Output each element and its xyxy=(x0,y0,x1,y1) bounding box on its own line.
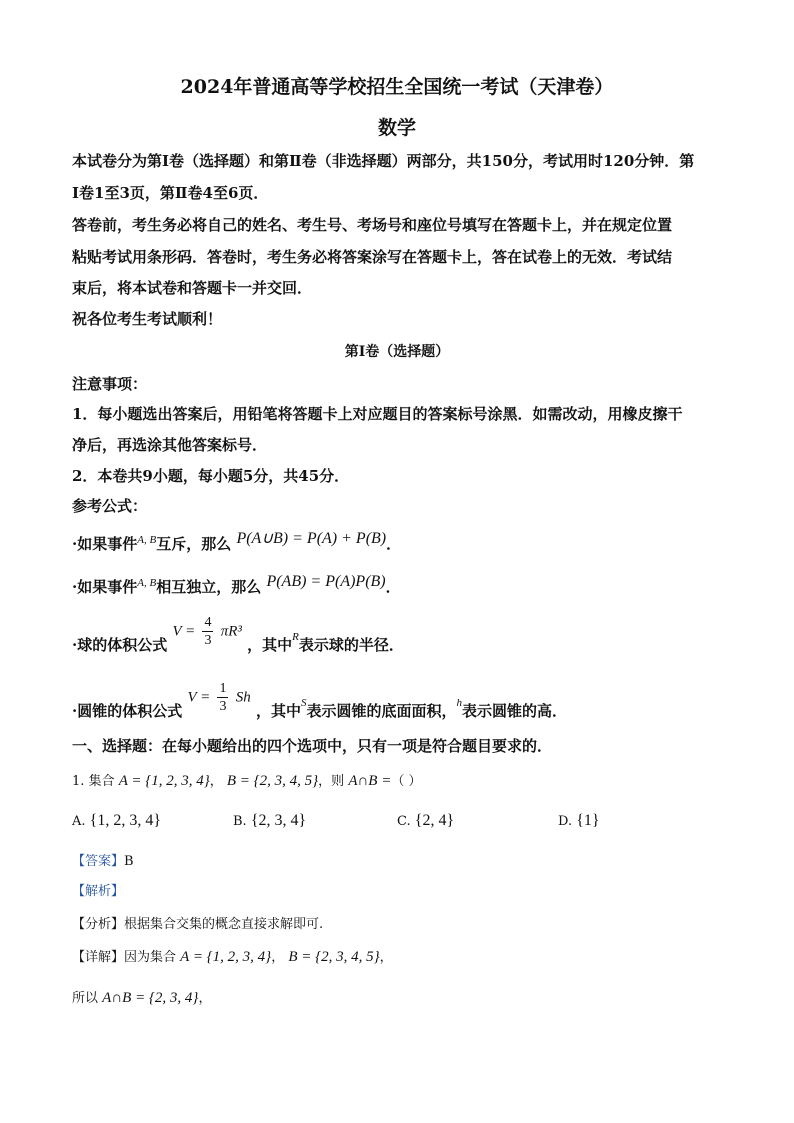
conclusion-line: 所以 A∩B = {2, 3, 4}， xyxy=(72,990,212,1006)
formula-sphere-volume: ·球的体积公式 V = $\frac{4}{3}$ πR³ ，其中$^R$表示球的半径． xyxy=(72,615,404,654)
formula-cone-volume: ·圆锥的体积公式 V = $\frac{1}{3}$ Sh ，其中$^S$表示圆锥的底面面积，$^h$表示圆锥的高． xyxy=(72,681,567,720)
xiangjie-line: 【详解】因为集合 A = {1, 2, 3, 4}， B = {2, 3, 4, 5}， xyxy=(72,949,393,965)
question-1-stem: 1. 集合 A = {1, 2, 3, 4}， B = {2, 3, 4, 5}，则 A∩B =（ ） xyxy=(72,773,422,789)
answer-value: B xyxy=(124,854,134,869)
part-heading: 一、选择题：在每小题给出的四个选项中，只有一项是符合题目要求的． xyxy=(72,737,553,755)
note-item: 1．每小题选出答案后，用铅笔将答题卡上对应题目的答案标号涂黑．如需改动，用橡皮擦干 xyxy=(72,405,683,423)
intro-line: 束后，将本试卷和答题卡一并交回． xyxy=(72,279,313,297)
subject-title: 数学 xyxy=(377,117,416,139)
analysis-tag: 【解析】 xyxy=(72,884,125,899)
answer-tag: 【答案】 xyxy=(72,854,125,869)
section-heading: 第Ⅰ卷（选择题） xyxy=(344,344,450,360)
formulas-label: 参考公式： xyxy=(72,497,148,515)
note-item: 净后，再选涂其他答案标号． xyxy=(72,436,268,454)
intro-line: 本试卷分为第Ⅰ卷（选择题）和第Ⅱ卷（非选择题）两部分，共150分，考试用时120分钟．第 xyxy=(72,152,695,170)
note-item: 2．本卷共9小题，每小题5分，共45分． xyxy=(72,467,350,485)
formula-exclusive: ·如果事件$^{A, B}$互斥，那么 P(A∪B) = P(A) + P(B)． xyxy=(72,530,402,553)
answer-line xyxy=(72,850,134,869)
notes-label: 注意事项： xyxy=(72,375,148,393)
intro-line: 祝各位考生考试顺利！ xyxy=(72,310,223,328)
intro-line: 答卷前，考生务必将自己的姓名、考生号、考场号和座位号填写在答题卡上，并在规定位置 xyxy=(72,216,673,234)
option-c: C. {2, 4} xyxy=(397,812,455,829)
fenxi-line: 【分析】根据集合交集的概念直接求解即可. xyxy=(72,917,324,932)
formula-independent: ·如果事件$^{A, B}$相互独立，那么 P(AB) = P(A)P(B)． xyxy=(72,573,401,596)
exam-title: 2024年普通高等学校招生全国统一考试（天津卷） xyxy=(180,76,614,98)
option-d: D. {1} xyxy=(558,812,600,829)
option-b: B. {2, 3, 4} xyxy=(233,812,307,829)
option-a: A. {1, 2, 3, 4} xyxy=(72,812,162,829)
intro-line: Ⅰ卷1至3页，第Ⅱ卷4至6页． xyxy=(72,184,269,202)
analysis-line xyxy=(72,880,124,899)
intro-line: 粘贴考试用条形码．答卷时，考生务必将答案涂写在答题卡上，答在试卷上的无效．考试结 xyxy=(72,248,673,266)
